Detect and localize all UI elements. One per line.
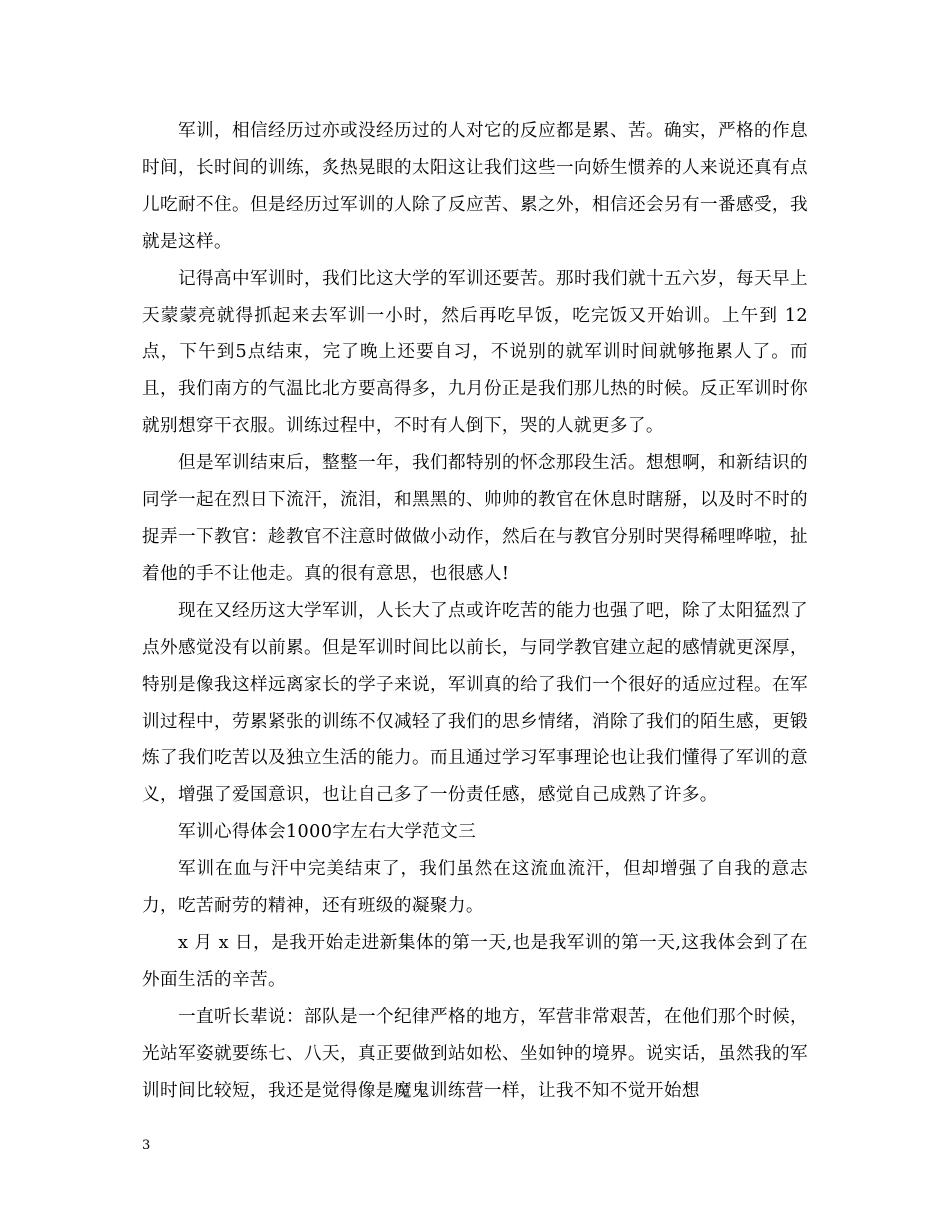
paragraph-4: 现在又经历这大学军训，人长大了点或许吃苦的能力也强了吧，除了太阳猛烈了点外感觉没有以前累。但是军训时间比以前长，与同学教官建立起的感情就更深厚，特别是像我这样远离家长的学子来说，军训真的给了我们一个很好的适应过程。在军训过程中，劳累紧张的训练不仅减轻了我们的思乡情绪，消除了我们的陌生感，更锻炼了我们吃苦以及独立生活的能力。而且通过学习军事理论也让我们懂得了军训的意义，增强了爱国意识，也让自己多了一份责任感，感觉自己成熟了许多。 xyxy=(142,600,808,806)
paragraph-2: 记得高中军训时，我们比这大学的军训还要苦。那时我们就十五六岁，每天早上天蒙蒙亮就得抓起来去军训一小时，然后再吃早饭，吃完饭又开始训。上午到 12 点，下午到5点结束，完了晚上还要自习，不说别的就军训时间就够拖累人了。而且，我们南方的气温比北方要高得多，九月份正是我们那儿热的时候。反正军训时你就别想穿干衣服。训练过程中，不时有人倒下，哭的人就更多了。 xyxy=(142,268,808,437)
section-heading: 军训心得体会1000字左右大学范文三 xyxy=(178,822,477,843)
paragraph-3: 但是军训结束后，整整一年，我们都特别的怀念那段生活。想想啊，和新结识的同学一起在烈日下流汗，流泪，和黑黑的、帅帅的教官在休息时瞎掰，以及时不时的捉弄一下教官：趁教官不注意时做做小动作，然后在与教官分别时哭得稀哩哗啦，扯着他的手不让他走。真的很有意思，也很感人! xyxy=(142,453,808,584)
document-body xyxy=(142,113,808,1109)
paragraph-5: 军训在血与汗中完美结束了，我们虽然在这流血流汗，但却增强了自我的意志力，吃苦耐劳的精神，还有班级的凝聚力。 xyxy=(142,859,808,917)
paragraph-6: x 月 x 日，是我开始走进新集体的第一天,也是我军训的第一天,这我体会到了在外面生活的辛苦。 xyxy=(142,932,808,990)
paragraph-7: 一直听长辈说：部队是一个纪律严格的地方，军营非常艰苦，在他们那个时候，光站军姿就要练七、八天，真正要做到站如松、坐如钟的境界。说实话，虽然我的军训时间比较短，我还是觉得像是魔鬼训练营一样，让我不知不觉开始想 xyxy=(142,1006,808,1101)
paragraph-1: 军训，相信经历过亦或没经历过的人对它的反应都是累、苦。确实，严格的作息时间，长时间的训练，炙热晃眼的太阳这让我们这些一向娇生惯养的人来说还真有点儿吃耐不住。但是经历过军训的人除了反应苦、累之外，相信还会另有一番感受，我就是这样。 xyxy=(142,121,808,252)
page-number: 3 xyxy=(142,1138,151,1153)
